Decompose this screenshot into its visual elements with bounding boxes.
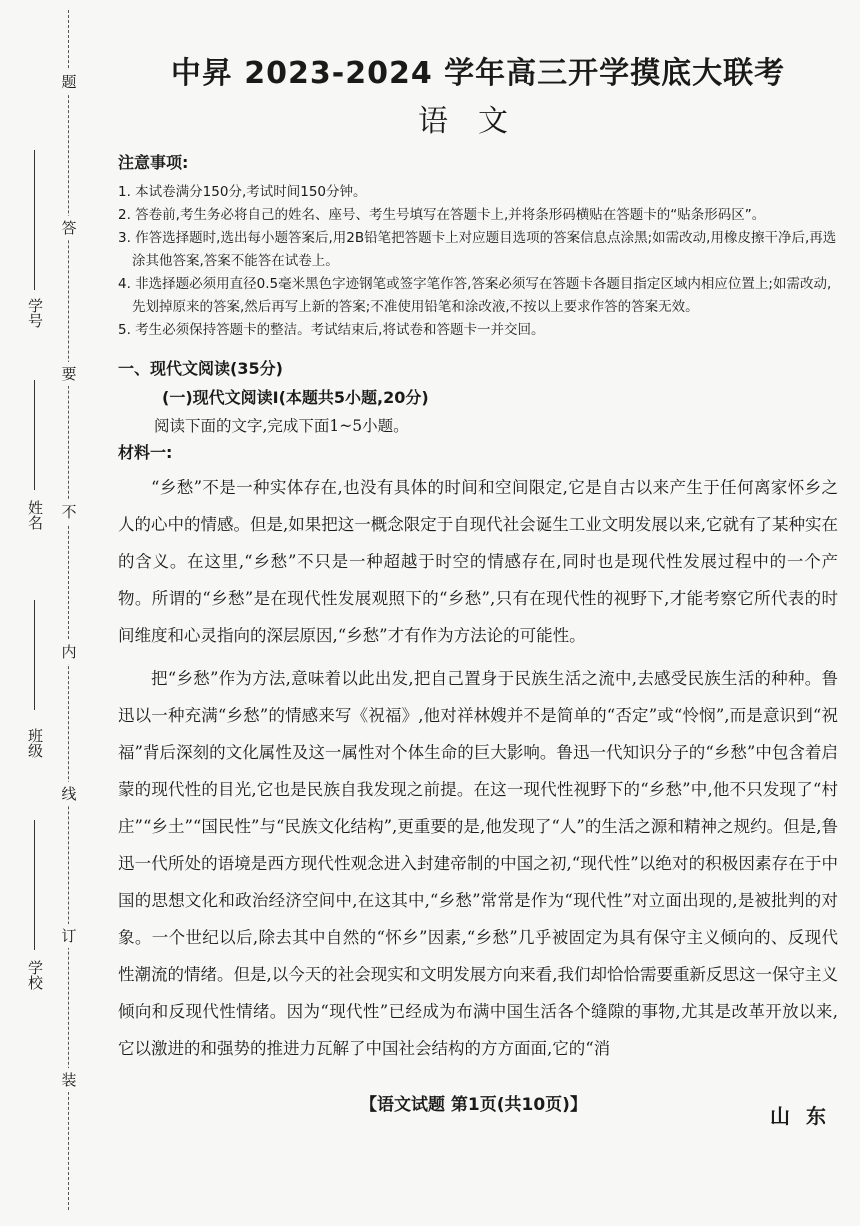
school-line[interactable] <box>34 820 35 950</box>
name-label: 姓名 <box>26 500 44 530</box>
binding-margin <box>0 0 100 1226</box>
section-title: 一、现代文阅读(35分) <box>118 359 283 378</box>
passage-paragraph: “乡愁”不是一种实体存在,也没有具体的时间和空间限定,它是自古以来产生于任何离家怀乡之人的心中的情感。但是,如果把这一概念限定于自现代社会诞生工业文明发展以来,它就有了某种实在的含义。在这里,“乡愁”不只是一种超越于时空的情感存在,同时也是现代性发展过程中的一个产物。所谓的“乡愁”是在现代性发展观照下的“乡愁”,只有在现代性的视野下,才能考察它所代表的时间维度和心灵指向的深层原因,“乡愁”才有作为方法论的可能性。 <box>118 478 838 645</box>
binding-char: 要 <box>58 362 80 386</box>
student-id-line[interactable] <box>34 150 35 290</box>
class-label: 班级 <box>26 728 44 758</box>
binding-char: 订 <box>58 924 80 948</box>
material-label: 材料一: <box>118 443 173 462</box>
notice-item: 3. 作答选择题时,选出每小题答案后,用2B铅笔把答题卡上对应题目选项的答案信息点涂黑;如需改动,用橡皮擦干净后,再选涂其他答案,答案不能答在试卷上。 <box>118 230 837 269</box>
student-id-label: 学号 <box>26 298 44 328</box>
class-line[interactable] <box>34 600 35 710</box>
school-label: 学校 <box>26 960 44 990</box>
binding-char: 题 <box>58 70 80 94</box>
binding-char: 线 <box>58 782 80 806</box>
notice-item: 1. 本试卷满分150分,考试时间150分钟。 <box>118 184 367 200</box>
notice-item: 2. 答卷前,考生务必将自己的姓名、座号、考生号填写在答题卡上,并将条形码横贴在答题卡的“贴条形码区”。 <box>118 207 766 223</box>
name-line[interactable] <box>34 380 35 490</box>
reading-instruction: 阅读下面的文字,完成下面1~5小题。 <box>154 417 409 435</box>
binding-char: 答 <box>58 216 80 240</box>
binding-char: 不 <box>58 500 80 524</box>
exam-content <box>118 40 838 1067</box>
binding-dashed-line <box>68 10 69 1210</box>
page-footer: 【语文试题 第1页(共10页)】 <box>360 1095 587 1115</box>
region-label: 山东 <box>770 1104 842 1128</box>
exam-title: 中昇 2023-2024 学年高三开学摸底大联考 <box>170 56 786 91</box>
subsection-title: (一)现代文阅读Ⅰ(本题共5小题,20分) <box>162 388 429 407</box>
exam-subject: 语文 <box>418 104 538 139</box>
notice-item: 5. 考生必须保持答题卡的整洁。考试结束后,将试卷和答题卡一并交回。 <box>118 322 545 338</box>
notice-heading: 注意事项: <box>118 153 189 172</box>
passage-paragraph: 把“乡愁”作为方法,意味着以此出发,把自己置身于民族生活之流中,去感受民族生活的种种。鲁迅以一种充满“乡愁”的情感来写《祝福》,他对祥林嫂并不是简单的“否定”或“怜悯”,而是意识到“祝福”背后深刻的文化属性及这一属性对个体生命的巨大影响。鲁迅一代知识分子的“乡愁”中包含着启蒙的现代性的目光,它也是民族自我发现之前提。在这一现代性视野下的“乡愁”中,他不只发现了“村庄”“乡土”“国民性”与“民族文化结构”,更重要的是,他发现了“人”的生活之源和精神之规约。但是,鲁迅一代所处的语境是西方现代性观念进入封建帝制的中国之初,“现代性”以绝对的积极因素存在于中国的思想文化和政治经济空间中,在这其中,“乡愁”常常是作为“现代性”对立面出现的,是被批判的对象。一个世纪以后,除去其中自然的“怀乡”因素,“乡愁”几乎被固定为具有保守主义倾向的、反现代性潮流的情绪。但是,以今天的社会现实和文明发展方向来看,我们却恰恰需要重新反思这一保守主义倾向和反现代性情绪。因为“现代性”已经成为布满中国生活各个缝隙的事物,尤其是改革开放以来,它以激进的和强势的推进力瓦解了中国社会结构的方方面面,它的“消 <box>118 669 838 1058</box>
notice-item: 4. 非选择题必须用直径0.5毫米黑色字迹钢笔或签字笔作答,答案必须写在答题卡各题目指定区域内相应位置上;如需改动,先划掉原来的答案,然后再写上新的答案;不准使用铅笔和涂改液,不按以上要求作答的答案无效。 <box>118 276 832 315</box>
binding-char: 装 <box>58 1068 80 1092</box>
notice-list <box>118 181 838 342</box>
binding-char: 内 <box>58 640 80 664</box>
